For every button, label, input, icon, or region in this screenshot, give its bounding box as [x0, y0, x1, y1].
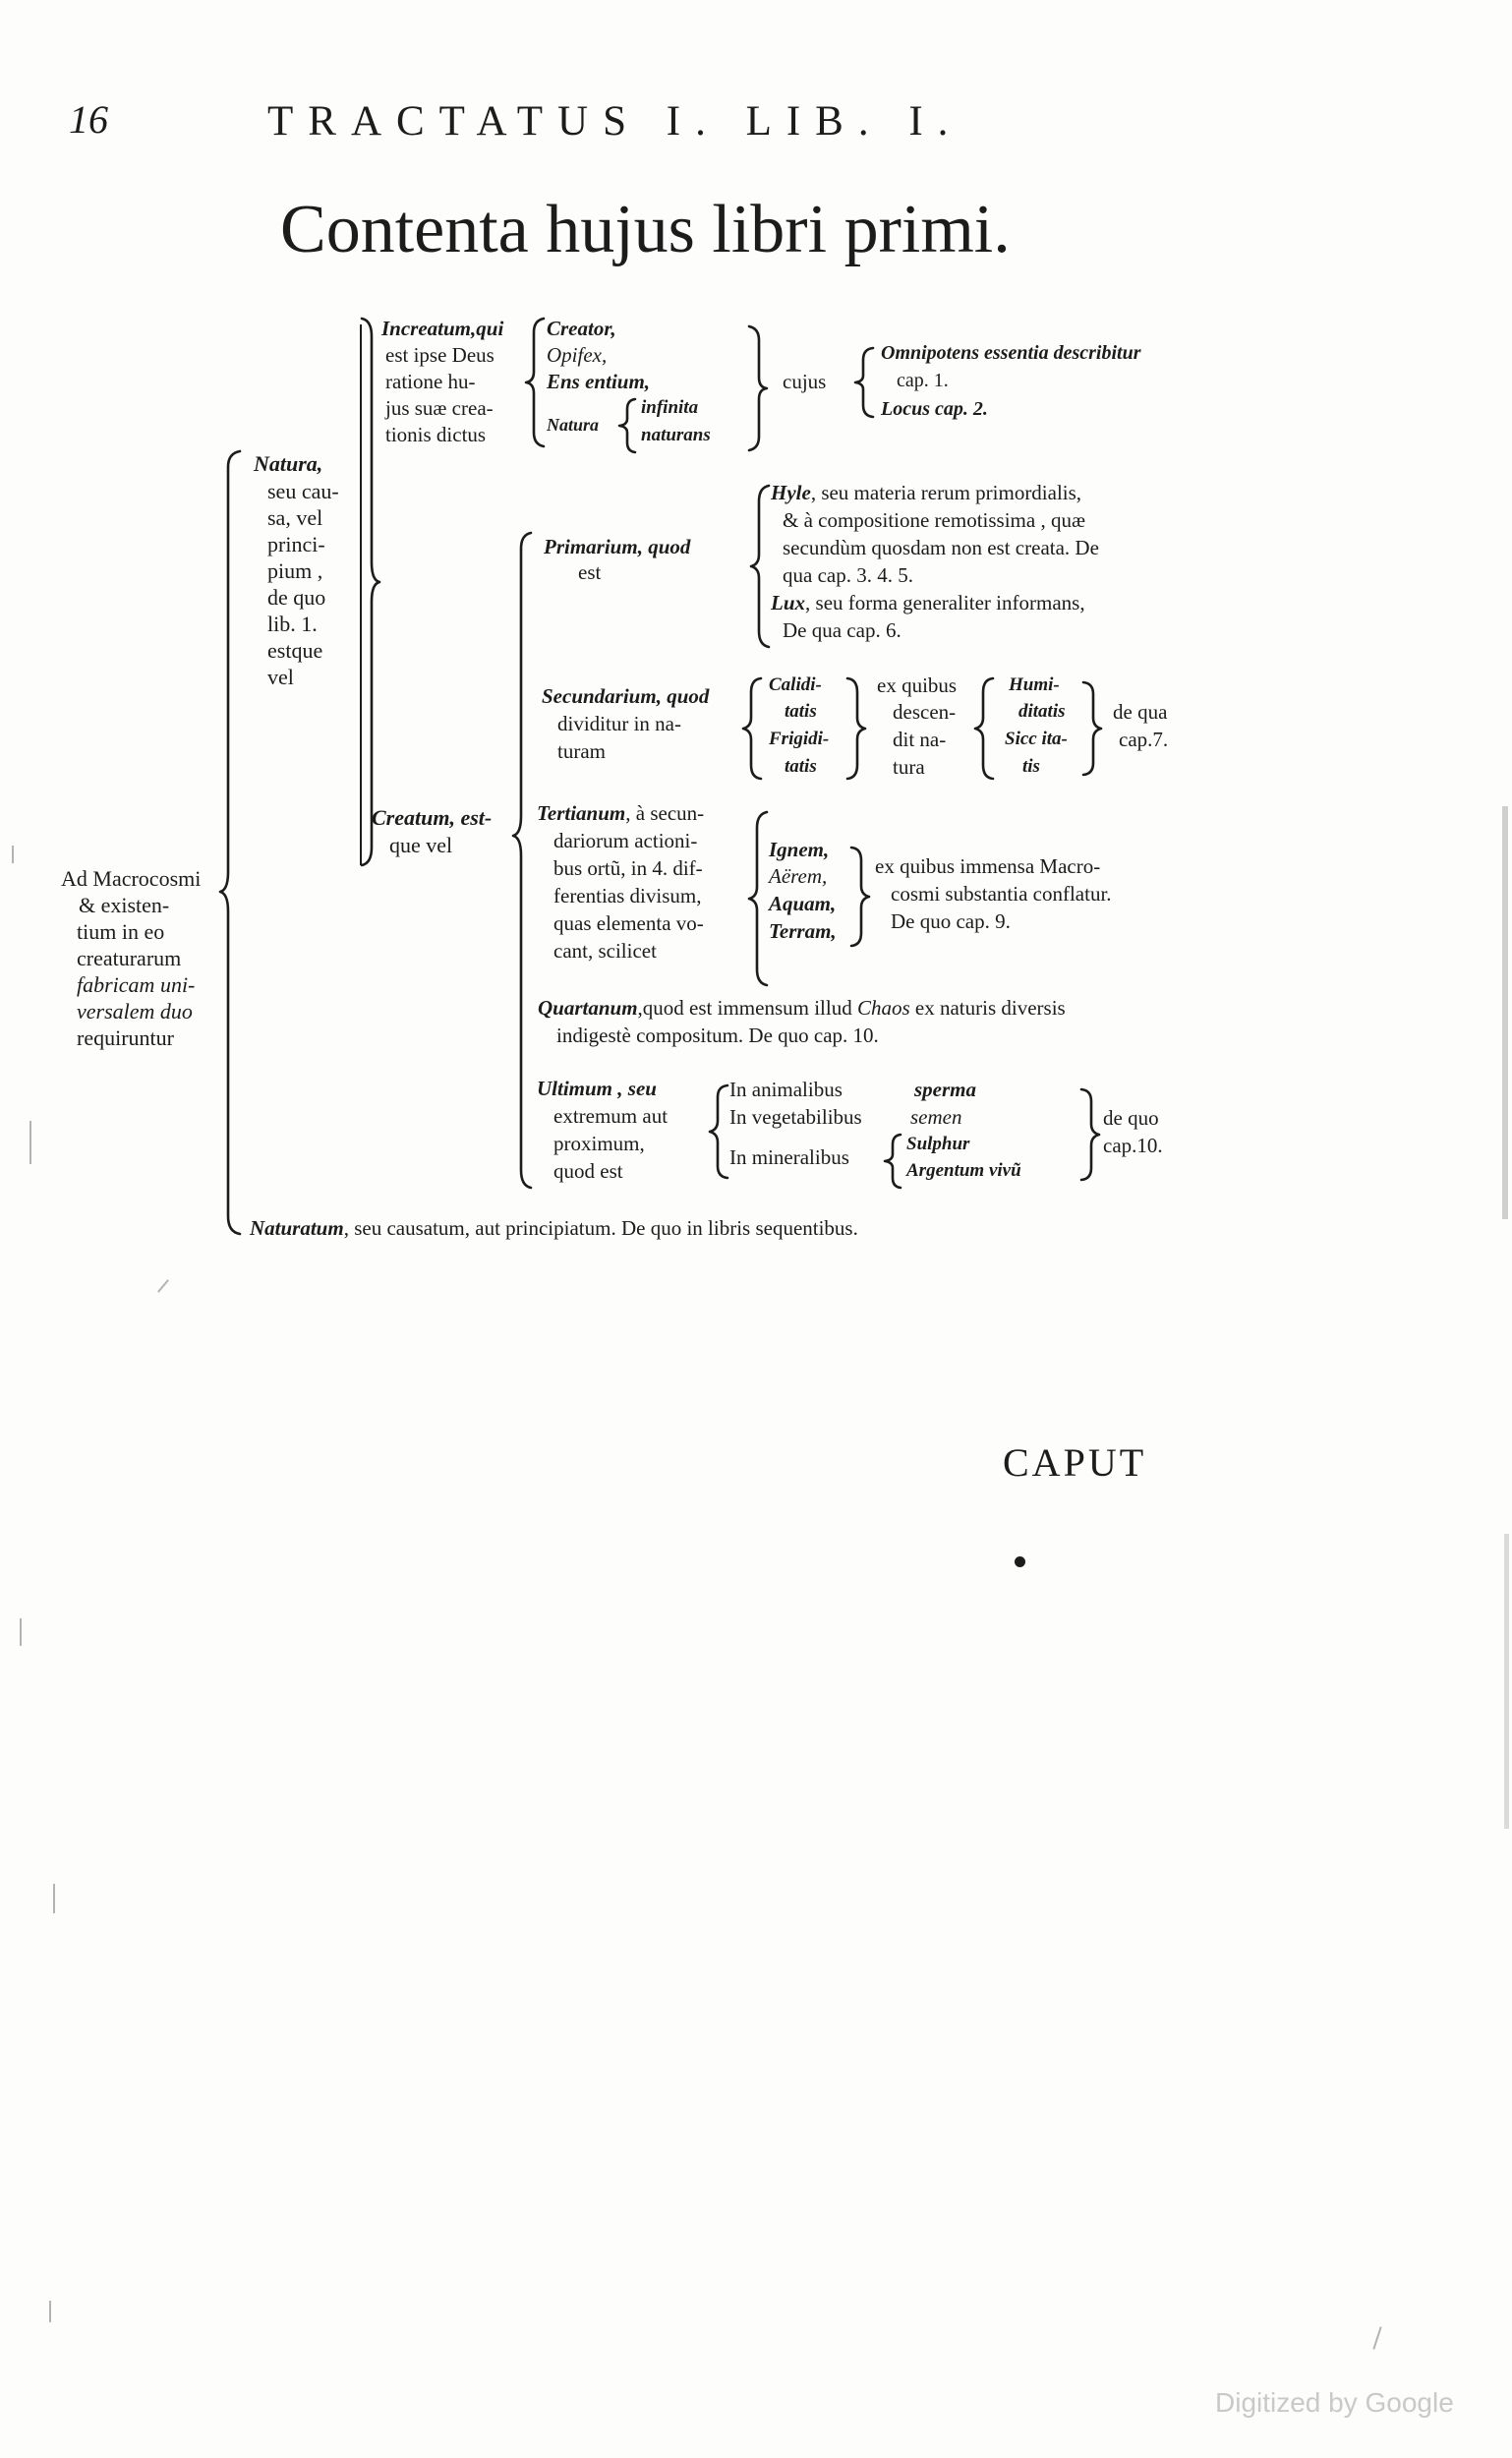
scan-speck	[49, 2301, 51, 2322]
natura-brace	[354, 317, 383, 867]
scan-speck	[1372, 2326, 1381, 2349]
quality-sicci: Sicc ita-	[1005, 729, 1068, 749]
secundarium-mid: dit na-	[893, 728, 947, 751]
secundarium-brace	[741, 676, 765, 781]
natura-line: pium ,	[267, 558, 323, 583]
cujus-label: cujus	[783, 370, 827, 393]
secundarium-ref: de qua	[1113, 700, 1168, 724]
realm-mineralibus: In mineralibus	[729, 1145, 849, 1169]
primarium-text: Lux, seu forma generaliter informans,	[771, 591, 1085, 614]
elements-close-brace	[847, 846, 871, 948]
natura-line: vel	[267, 665, 294, 689]
creatum-brace	[511, 531, 535, 1190]
naturatum-line: Naturatum, seu causatum, aut principiatum. De quo in libris sequentibus.	[250, 1216, 858, 1240]
product-semen: semen	[910, 1105, 962, 1129]
increatum-line: jus suæ crea-	[385, 396, 494, 420]
primarium-label: Primarium, quod	[544, 535, 691, 558]
secundarium-ref: cap.7.	[1119, 728, 1169, 751]
locus-line: Locus cap. 2.	[881, 398, 988, 420]
page-title: Contenta hujus libri primi.	[280, 192, 1011, 267]
secundarium-mid: ex quibus	[877, 673, 958, 697]
cujus-brace	[853, 346, 877, 419]
ultimum-ref: de quo	[1103, 1106, 1159, 1130]
scan-speck	[20, 1618, 22, 1646]
edge-shadow	[1502, 806, 1508, 1219]
quartanum-line: indigestè compositum. De quo cap. 10.	[556, 1024, 879, 1047]
natura-line: de quo	[267, 585, 326, 610]
root-line: fabricam uni-	[77, 972, 196, 997]
quality-calidi: Calidi-	[769, 674, 822, 695]
root-brace	[218, 449, 248, 1236]
ultimum-label: quod est	[553, 1159, 623, 1183]
natura-line: princi-	[267, 532, 325, 556]
natura-sub-brace	[617, 397, 639, 454]
increatum-close-brace	[745, 324, 769, 452]
creatum-line: que vel	[389, 833, 453, 857]
realm-vegetabilibus: In vegetabilibus	[729, 1105, 862, 1129]
quality-frigidi-2: tatis	[785, 756, 817, 777]
primarium-text: secundùm quosdam non est creata. De	[783, 536, 1099, 559]
root-line: requiruntur	[77, 1025, 174, 1050]
ultimum-ref: cap.10.	[1103, 1134, 1163, 1157]
tertianum-label: cant, scilicet	[553, 939, 657, 963]
omnipotens-cap: cap. 1.	[897, 370, 949, 391]
ultimum-brace	[708, 1083, 731, 1180]
scan-speck	[53, 1884, 55, 1913]
quality-frigidi: Frigidi-	[769, 729, 830, 749]
root-line: Ad Macrocosmi	[61, 866, 202, 891]
quality-calidi-2: tatis	[785, 701, 817, 722]
edge-shadow	[1504, 1534, 1509, 1829]
root-line: versalem duo	[77, 999, 193, 1024]
creatum-bar	[360, 324, 362, 865]
tertianum-text: ex quibus immensa Macro-	[875, 854, 1101, 878]
qualities2-close-brace	[1079, 680, 1103, 777]
product-sperma: sperma	[914, 1078, 976, 1101]
natura-sub-infinita: infinita	[641, 397, 699, 418]
primarium-brace	[749, 484, 773, 649]
omnipotens-line: Omnipotens essentia describitur	[881, 342, 1141, 364]
increatum-names-brace	[524, 317, 548, 448]
quality-humi-2: ditatis	[1018, 701, 1066, 722]
name-creator: Creator,	[547, 317, 616, 340]
tertianum-label: dariorum actioni-	[553, 829, 698, 852]
natura-line: seu cau-	[267, 479, 339, 503]
mineral-brace	[883, 1133, 904, 1190]
root-line: & existen-	[79, 893, 170, 917]
google-watermark: Digitized by Google	[1215, 2387, 1454, 2418]
primarium-text: Hyle, seu materia rerum primordialis,	[771, 481, 1082, 504]
tertianum-label: quas elementa vo-	[553, 911, 704, 935]
tertianum-brace	[747, 810, 771, 987]
tertianum-label: bus ortũ, in 4. dif-	[553, 856, 703, 880]
increatum-line: tionis dictus	[385, 423, 487, 446]
natura-line: sa, vel	[267, 505, 323, 530]
increatum-line: ratione hu-	[385, 370, 476, 393]
tertianum-label: Tertianum, à secun-	[537, 801, 705, 825]
realm-animalibus: In animalibus	[729, 1078, 843, 1101]
secundarium-mid: descen-	[893, 700, 957, 724]
natura-line: estque	[267, 638, 323, 663]
natura-line: lib. 1.	[267, 612, 318, 636]
product-sulphur: Sulphur	[906, 1134, 970, 1154]
ultimum-label: proximum,	[553, 1132, 645, 1155]
root-line: tium in eo	[77, 919, 165, 944]
running-title: TRACTATUS I. LIB. I.	[267, 98, 963, 145]
element-aerem: Aërem,	[769, 864, 828, 888]
secundarium-mid: tura	[893, 755, 925, 779]
quality-humi: Humi-	[1009, 674, 1060, 695]
increatum-line: Increatum,qui	[381, 317, 504, 340]
ink-dot	[1015, 1556, 1025, 1567]
element-terram: Terram,	[769, 919, 837, 943]
secundarium-label: Secundarium, quod	[542, 684, 710, 708]
element-ignem: Ignem,	[769, 838, 830, 861]
creatum-line: Creatum, est-	[372, 805, 493, 830]
secundarium-label: dividitur in na-	[557, 712, 681, 735]
quality-sicci-2: tis	[1022, 756, 1040, 777]
scan-speck	[29, 1121, 31, 1164]
natura-sub-naturans: naturans	[641, 425, 711, 445]
qualities-close-brace	[843, 676, 867, 781]
catchword: CAPUT	[1003, 1440, 1147, 1485]
primarium-text: De qua cap. 6.	[783, 618, 901, 642]
scan-speck	[157, 1279, 169, 1293]
tertianum-label: ferentias divisum,	[553, 884, 702, 907]
tertianum-text: De quo cap. 9.	[891, 909, 1011, 933]
page-number: 16	[69, 97, 108, 142]
natura-line: Natura,	[254, 451, 323, 476]
tertianum-text: cosmi substantia conflatur.	[891, 882, 1112, 906]
primarium-text: qua cap. 3. 4. 5.	[783, 563, 913, 587]
ultimum-label: Ultimum , seu	[537, 1077, 657, 1100]
ultimum-close-brace	[1077, 1087, 1101, 1182]
name-natura: Natura	[547, 415, 600, 435]
qualities2-brace	[973, 676, 997, 781]
scan-speck	[12, 846, 14, 863]
ultimum-label: extremum aut	[553, 1104, 669, 1128]
product-argentum: Argentum vivũ	[906, 1160, 1021, 1181]
quartanum-line: Quartanum,quod est immensum illud Chaos ex naturis diversis	[538, 996, 1066, 1020]
primarium-label-2: est	[578, 560, 602, 584]
root-line: creaturarum	[77, 946, 182, 970]
increatum-line: est ipse Deus	[385, 343, 494, 367]
name-opifex: Opifex,	[547, 343, 608, 367]
name-ens-entium: Ens entium,	[547, 370, 651, 393]
secundarium-label: turam	[557, 739, 606, 763]
element-aquam: Aquam,	[769, 892, 837, 915]
primarium-text: & à compositione remotissima , quæ	[783, 508, 1085, 532]
